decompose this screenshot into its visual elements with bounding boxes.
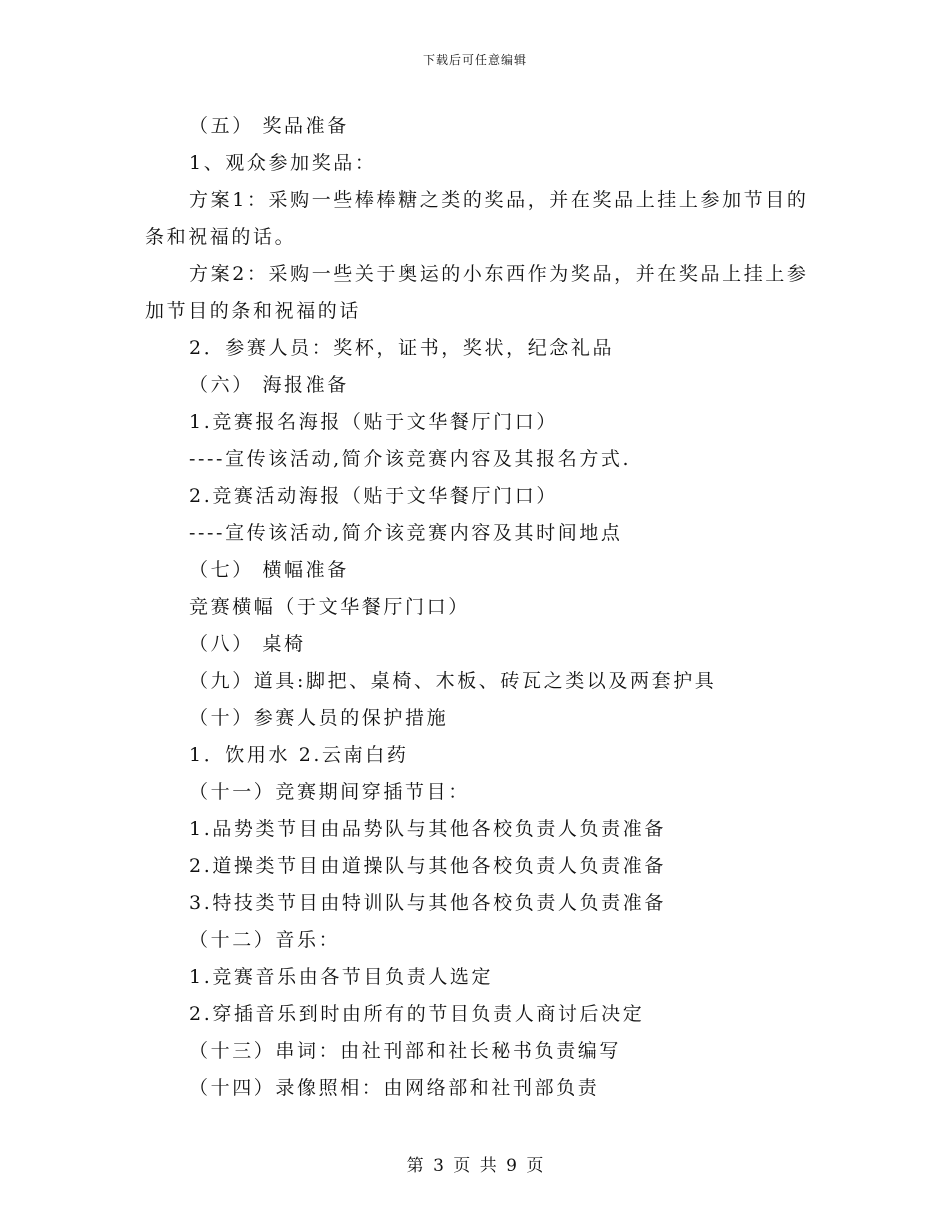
text-line: 3.特技类节目由特训队与其他各校负责人负责准备 [189,892,666,914]
text-line: ----宣传该活动,简介该竞赛内容及其时间地点 [189,522,623,544]
text-line: （八） 桌椅 [189,633,306,655]
text-line: （五） 奖品准备 [189,115,349,137]
text-line: 2．参赛人员：奖杯，证书，奖状，纪念礼品 [189,337,615,359]
text-line: （十四）录像照相：由网络部和社刊部负责 [189,1077,600,1099]
text-line: 1、观众参加奖品： [189,152,377,174]
text-line: ----宣传该活动,简介该竞赛内容及其报名方式. [189,448,632,470]
text-line: （十三）串词：由社刊部和社长秘书负责编写 [189,1040,622,1062]
text-line: 方案2：采购一些关于奥运的小东西作为奖品，并在奖品上挂上参 [189,263,809,285]
text-line: 2.竞赛活动海报（贴于文华餐厅门口） [189,485,558,507]
text-line: 2.道操类节目由道操队与其他各校负责人负责准备 [189,855,666,877]
text-line: 方案1：采购一些棒棒糖之类的奖品，并在奖品上挂上参加节目的 [189,189,809,211]
text-line: （十一）竞赛期间穿插节目： [189,781,470,803]
text-line: 1.竞赛音乐由各节目负责人选定 [189,966,494,988]
text-line: 条和祝福的话。 [145,226,297,248]
text-line: 1.品势类节目由品势队与其他各校负责人负责准备 [189,818,666,840]
text-line: （十二）音乐： [189,929,341,951]
page-header-note: 下载后可任意编辑 [422,53,527,67]
text-line: （九）道具:脚把、桌椅、木板、砖瓦之类以及两套护具 [189,670,717,692]
text-line: 竞赛横幅（于文华餐厅门口） [189,596,470,618]
text-line: （七） 横幅准备 [189,559,349,581]
text-line: （六） 海报准备 [189,374,349,396]
text-line: 1．饮用水 2.云南白药 [189,744,409,766]
text-line: 2.穿插音乐到时由所有的节目负责人商讨后决定 [189,1003,645,1025]
text-line: 加节目的条和祝福的话 [145,300,362,322]
page-number-footer: 第 3 页 共 9 页 [406,1156,544,1176]
text-line: （十）参赛人员的保护措施 [189,707,449,729]
document-body [145,108,817,1107]
text-line: 1.竞赛报名海报（贴于文华餐厅门口） [189,411,558,433]
